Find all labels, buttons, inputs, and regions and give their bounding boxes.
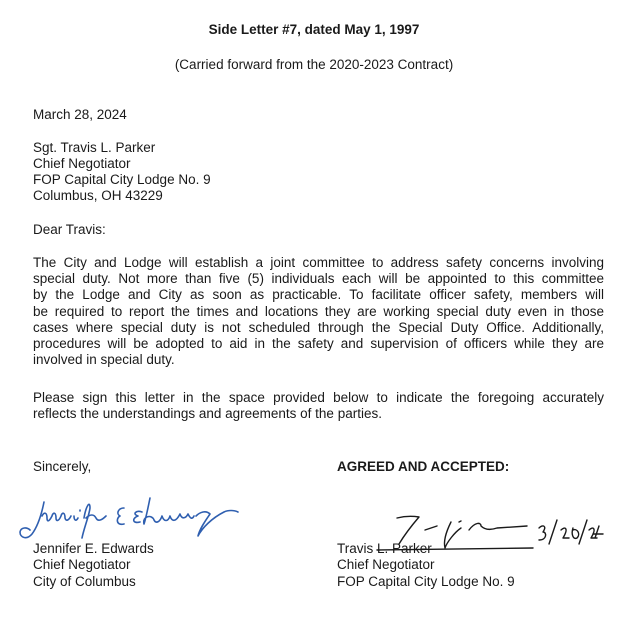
letter-date: March 28, 2024 — [33, 107, 127, 122]
letter-subtitle: (Carried forward from the 2020-2023 Contract) — [174, 57, 454, 72]
body-paragraph-2 — [33, 390, 604, 422]
recipient-title: Chief Negotiator — [33, 156, 131, 171]
paragraph-line: cases where special duty is not scheduled through the Special Duty Office. Additionally, — [33, 319, 604, 335]
recipient-name: Sgt. Travis L. Parker — [33, 140, 156, 155]
signatory-lodge-block — [337, 541, 515, 590]
paragraph-line: procedures will be adopted to aid in the safety and supervision of officers while they are — [33, 336, 604, 352]
city-signatory-title: Chief Negotiator — [33, 557, 131, 573]
signatory-city-block — [33, 541, 154, 590]
salutation: Dear Travis: — [33, 222, 106, 237]
paragraph-line: The City and Lodge will establish a joint committee to address safety concerns involving — [33, 255, 604, 270]
paragraph-line: Please sign this letter in the space provided below to indicate the foregoing accurately — [33, 390, 604, 405]
paragraph-line: by the Lodge and City as soon as practicable. To facilitate officer safety, members will — [33, 287, 604, 303]
lodge-signatory-title: Chief Negotiator — [337, 557, 435, 573]
city-signatory-organization: City of Columbus — [33, 573, 136, 589]
closing-sincerely: Sincerely, — [33, 459, 92, 474]
body-paragraph-1 — [33, 255, 604, 368]
city-signatory-name: Jennifer E. Edwards — [33, 541, 154, 556]
letter-title: Side Letter #7, dated May 1, 1997 — [208, 22, 420, 37]
lodge-signatory-name: Travis L. Parker — [337, 541, 432, 556]
paragraph-line: be required to report the times and locations they are working special duty even in those — [33, 303, 604, 319]
recipient-organization: FOP Capital City Lodge No. 9 — [33, 172, 211, 187]
paragraph-line: involved in special duty. — [33, 352, 175, 368]
closing-agreed: AGREED AND ACCEPTED: — [337, 459, 510, 474]
paragraph-line: special duty. Not more than five (5) individuals each will be appointed to this committee — [33, 271, 604, 287]
paragraph-line: reflects the understandings and agreements of the parties. — [33, 406, 382, 422]
lodge-signatory-organization: FOP Capital City Lodge No. 9 — [337, 573, 515, 589]
recipient-address: Columbus, OH 43229 — [33, 188, 163, 203]
